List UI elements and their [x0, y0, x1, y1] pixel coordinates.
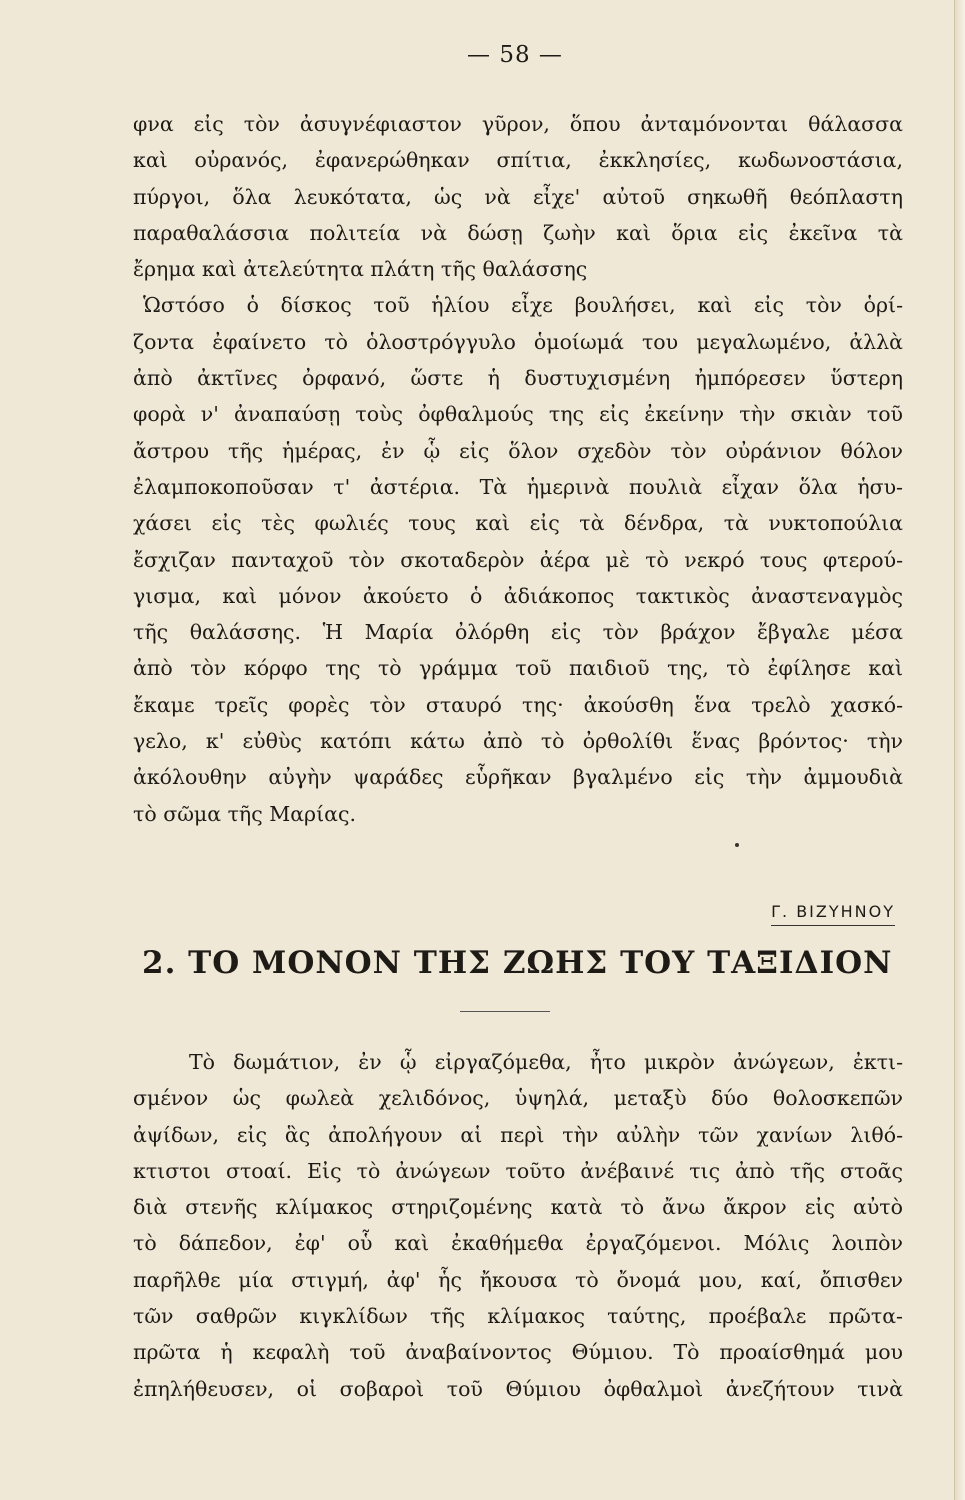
text-line: φνα εἰς τὸν ἀσυγνέφιαστον γῦρον, ὅπου ἀνταμόνονται θάλασσα [133, 112, 903, 136]
text-line: τὸ δάπεδον, ἐφ' οὗ καὶ ἐκαθήμεθα ἐργαζόμενοι. Μόλις λοιπὸν [133, 1231, 903, 1256]
text-line: καὶ οὐρανός, ἐφανερώθηκαν σπίτια, ἐκκλησίες, κωδωνοστάσια, [133, 148, 903, 173]
text-line: σμένον ὡς φωλεὰ χελιδόνος, ὑψηλά, μεταξὺ δύο θολοσκεπῶν [133, 1086, 903, 1111]
ink-dot [735, 843, 739, 847]
text-line: ἀπὸ τὸν κόρφο της τὸ γράμμα τοῦ παιδιοῦ της, τὸ ἐφίλησε καὶ [133, 656, 903, 681]
page-number: — 58 — [467, 42, 563, 68]
text-line: χάσει εἰς τὲς φωλιές τους καὶ εἰς τὰ δένδρα, τὰ νυκτοπούλια [133, 511, 903, 536]
text-line: ἔκαμε τρεῖς φορὲς τὸν σταυρό της· ἀκούσθη ἕνα τρελὸ χασκό- [133, 692, 903, 717]
text-line: ζοντα ἐφαίνετο τὸ ὁλοστρόγγυλο ὁμοίωμά του μεγαλωμένο, ἀλλὰ [133, 329, 903, 354]
heading-divider [460, 1011, 550, 1012]
text-line: Τὸ δωμάτιον, ἐν ᾧ εἰργαζόμεθα, ἦτο μικρὸν ἀνώγεων, ἐκτι- [189, 1050, 903, 1074]
text-line: Ὡστόσο ὁ δίσκος τοῦ ἡλίου εἶχε βουλήσει, καὶ εἰς τὸν ὁρί- [143, 293, 903, 318]
passage-one [133, 106, 903, 832]
text-line: τῆς θαλάσσης. Ἡ Μαρία ὀλόρθη εἰς τὸν βράχον ἔβγαλε μέσα [133, 620, 903, 645]
text-line: ἔσχιζαν πανταχοῦ τὸν σκοταδερὸν ἀέρα μὲ τὸ νεκρό τους φτερού- [133, 547, 903, 572]
passage-two [133, 1044, 903, 1407]
text-line: ἀψίδων, εἰς ἃς ἀπολήγουν αἱ περὶ τὴν αὐλὴν τῶν χανίων λιθό- [133, 1122, 903, 1147]
text-line: διὰ στενῆς κλίμακος στηριζομένης κατὰ τὸ ἄνω ἄκρον εἰς αὐτὸ [133, 1195, 903, 1220]
text-line: ἄστρου τῆς ἡμέρας, ἐν ᾧ εἰς ὅλον σχεδὸν τὸν οὐράνιον θόλον [133, 438, 903, 463]
text-line: φορὰ ν' ἀναπαύσῃ τοὺς ὀφθαλμούς της εἰς ἐκείνην τὴν σκιὰν τοῦ [133, 402, 903, 427]
text-line: τὸ σῶμα τῆς Μαρίας. [133, 801, 356, 826]
text-line: πύργοι, ὅλα λευκότατα, ὡς νὰ εἶχε' αὐτοῦ σηκωθῆ θεόπλαστη [133, 184, 903, 209]
text-line: ἀπὸ ἀκτῖνες ὀρφανό, ὥστε ἡ δυστυχισμένη ἠμπόρεσεν ὕστερη [133, 366, 903, 391]
author-signature: Γ. ΒΙΖΥΗΝΟΥ [771, 902, 895, 926]
text-line: ἐπηλήθευσεν, οἱ σοβαροὶ τοῦ Θύμιου ὀφθαλμοὶ ἀνεζήτουν τινὰ [133, 1376, 903, 1401]
text-line: πρῶτα ἡ κεφαλὴ τοῦ ἀναβαίνοντος Θύμιου. Τὸ προαίσθημά μου [133, 1340, 903, 1365]
text-line: γισμα, καὶ μόνον ἀκούετο ὁ ἀδιάκοπος τακτικὸς ἀναστεναγμὸς [133, 583, 903, 608]
text-line: ἐλαμποκοποῦσαν τ' ἀστέρια. Τὰ ἡμερινὰ πουλιὰ εἶχαν ὅλα ἡσυ- [133, 474, 903, 499]
section-heading: 2. ΤΟ ΜΟΝΟΝ ΤΗΣ ΖΩΗΣ ΤΟΥ ΤΑΞΙΔΙΟΝ [142, 945, 893, 981]
text-line: γελο, κ' εὐθὺς κατόπι κάτω ἀπὸ τὸ ὀρθολίθι ἕνας βρόντος· τὴν [133, 729, 903, 754]
text-line: τῶν σαθρῶν κιγκλίδων τῆς κλίμακος ταύτης, προέβαλε πρῶτα- [133, 1304, 903, 1329]
text-line: παρῆλθε μία στιγμή, ἀφ' ἧς ἤκουσα τὸ ὄνομά μου, καί, ὄπισθεν [133, 1267, 903, 1292]
text-line: κτιστοι στοαί. Εἰς τὸ ἀνώγεων τοῦτο ἀνέβαινέ τις ἀπὸ τῆς στοᾶς [133, 1158, 903, 1183]
text-line: παραθαλάσσια πολιτεία νὰ δώσῃ ζωὴν καὶ ὅρια εἰς ἐκεῖνα τὰ [133, 220, 903, 245]
text-line: ἔρημα καὶ ἀτελεύτητα πλάτη τῆς θαλάσσης [133, 257, 588, 282]
page-edge [954, 0, 965, 1500]
text-line: ἀκόλουθην αὐγὴν ψαράδες εὗρῆκαν βγαλμένο εἰς τὴν ἀμμουδιὰ [133, 765, 903, 790]
